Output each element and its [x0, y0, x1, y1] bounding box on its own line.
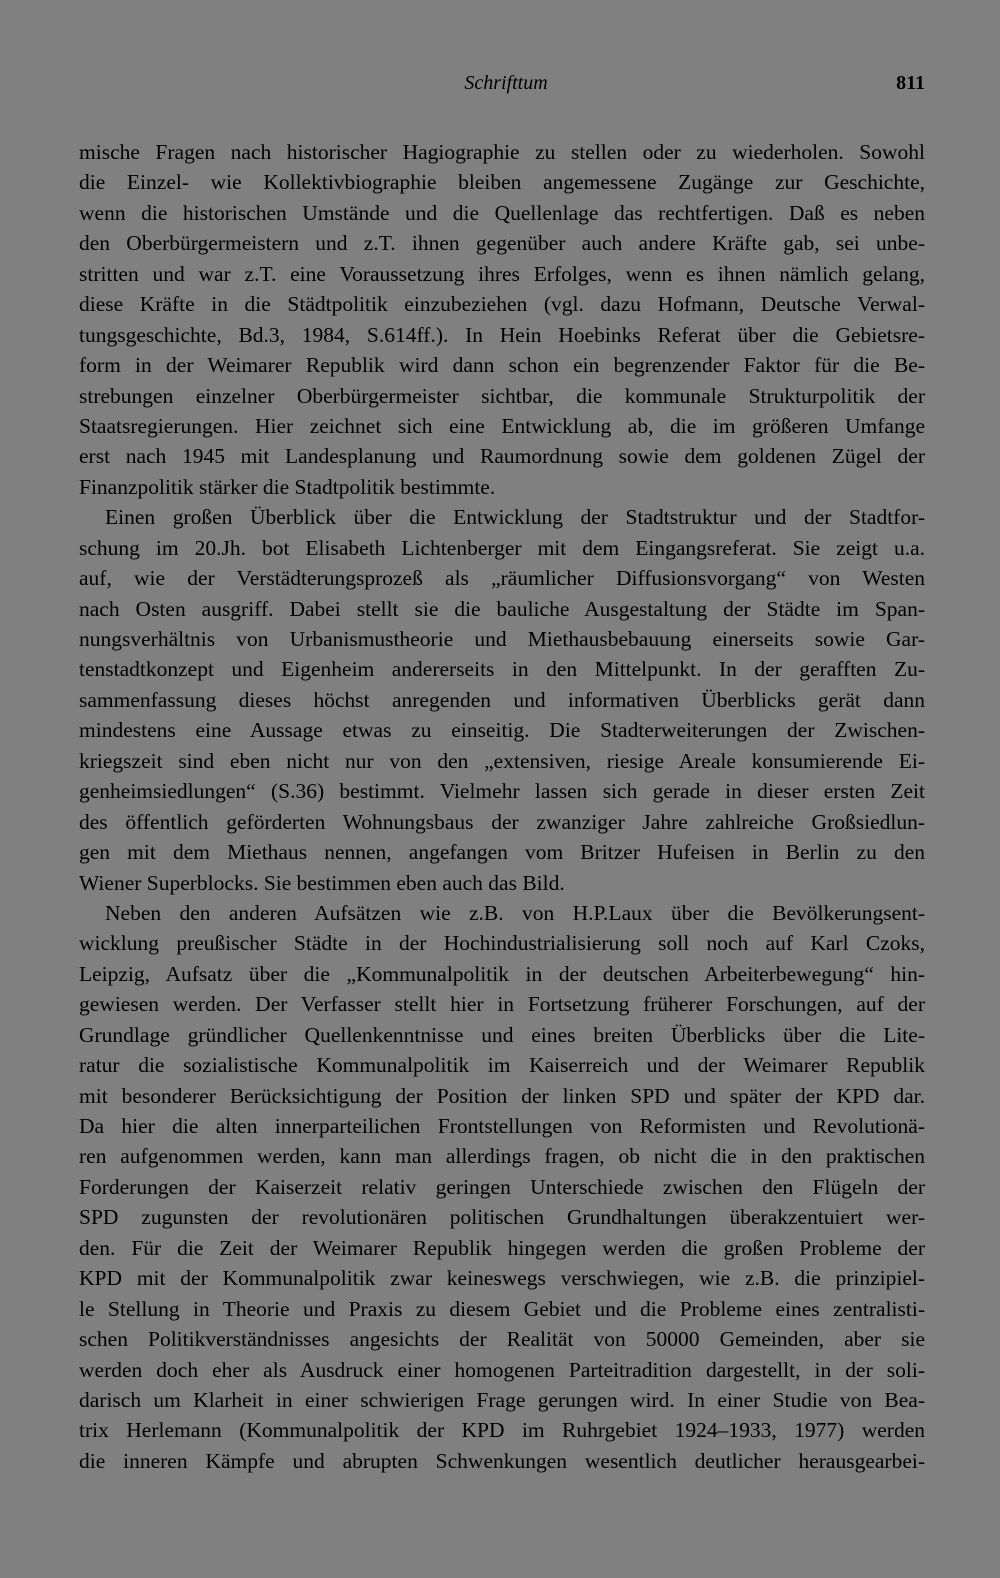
text-line: Finanzpolitik stärker die Stadtpolitik bestimmte.: [79, 474, 496, 499]
text-line: gewiesen werden. Der Verfasser stellt hier in Fortsetzung früherer Forschungen, auf der: [79, 992, 925, 1017]
text-line: den. Für die Zeit der Weimarer Republik hingegen werden die großen Probleme der: [79, 1235, 925, 1260]
text-line: ratur die sozialistische Kommunalpolitik im Kaiserreich und der Weimarer Republik: [79, 1053, 925, 1078]
text-line: SPD zugunsten der revolutionären politischen Grundhaltungen überakzentuiert wer-: [79, 1205, 925, 1230]
text-line: darisch um Klarheit in einer schwierigen Frage gerungen wird. In einer Studie von Bea-: [79, 1387, 925, 1412]
text-line: nungsverhältnis von Urbanismustheorie und Miethausbebauung einerseits sowie Gar-: [79, 627, 925, 651]
text-line: tungsgeschichte, Bd.3, 1984, S.614ff.). In Hein Hoebinks Referat über die Gebietsre-: [79, 322, 925, 347]
body-text: [79, 137, 925, 1476]
running-header: [0, 72, 1000, 102]
text-line: form in der Weimarer Republik wird dann schon ein begrenzender Faktor für die Be-: [79, 353, 925, 378]
text-line: schung im 20.Jh. bot Elisabeth Lichtenberger mit dem Eingangsreferat. Sie zeigt u.a.: [79, 535, 925, 560]
text-line: Wiener Superblocks. Sie bestimmen eben auch das Bild.: [79, 870, 565, 895]
text-line: genheimsiedlungen“ (S.36) bestimmt. Vielmehr lassen sich gerade in dieser ersten Zeit: [79, 779, 925, 804]
text-line: Forderungen der Kaiserzeit relativ geringen Unterschiede zwischen den Flügeln der: [79, 1174, 925, 1199]
text-line: Leipzig, Aufsatz über die „Kommunalpolitik in der deutschen Arbeiterbewegung“ hin-: [79, 961, 925, 986]
text-line: wenn die historischen Umstände und die Quellenlage das rechtfertigen. Daß es neben: [79, 200, 925, 225]
text-line: schen Politikverständnisses angesichts der Realität von 50000 Gemeinden, aber sie: [79, 1327, 925, 1352]
text-line: des öffentlich geförderten Wohnungsbaus der zwanziger Jahre zahlreiche Großsiedlun-: [79, 809, 925, 834]
text-line: wicklung preußischer Städte in der Hochindustrialisierung soll noch auf Karl Czoks,: [79, 931, 925, 956]
text-line: mit besonderer Berücksichtigung der Position der linken SPD und später der KPD dar.: [79, 1083, 925, 1108]
text-line: erst nach 1945 mit Landesplanung und Raumordnung sowie dem goldenen Zügel der: [79, 444, 925, 469]
text-line: nach Osten ausgriff. Dabei stellt sie die bauliche Ausgestaltung der Städte im Span-: [79, 596, 925, 621]
text-line: ren aufgenommen werden, kann man allerdings fragen, ob nicht die in den praktischen: [79, 1144, 925, 1169]
text-line: mische Fragen nach historischer Hagiographie zu stellen oder zu wiederholen. Sowohl: [79, 140, 925, 164]
text-line: stritten und war z.T. eine Voraussetzung ihres Erfolges, wenn es ihnen nämlich gelang,: [79, 261, 925, 286]
page-number: 811: [896, 72, 925, 94]
text-line: Staatsregierungen. Hier zeichnet sich eine Entwicklung ab, die im größeren Umfange: [79, 413, 925, 438]
text-line: trix Herlemann (Kommunalpolitik der KPD im Ruhrgebiet 1924–1933, 1977) werden: [79, 1418, 925, 1443]
text-line: tenstadtkonzept und Eigenheim andererseits in den Mittelpunkt. In der gerafften Zu-: [79, 657, 925, 682]
text-line: die inneren Kämpfe und abrupten Schwenkungen wesentlich deutlicher herausgearbei-: [79, 1448, 925, 1473]
text-line: strebungen einzelner Oberbürgermeister sichtbar, die kommunale Strukturpolitik der: [79, 383, 925, 408]
text-line: gen mit dem Miethaus nennen, angefangen vom Britzer Hufeisen in Berlin zu den: [79, 840, 925, 865]
text-line: auf, wie der Verstädterungsprozeß als „räumlicher Diffusionsvorgang“ von Westen: [79, 566, 925, 591]
text-line: Da hier die alten innerparteilichen Frontstellungen von Reformisten und Revolutionä-: [79, 1114, 925, 1138]
text-line: werden doch eher als Ausdruck einer homogenen Parteitradition dargestellt, in der soli-: [79, 1357, 925, 1382]
text-line: den Oberbürgermeistern und z.T. ihnen gegenüber auch andere Kräfte gab, sei unbe-: [79, 231, 925, 256]
running-title: Schrifttum: [464, 72, 548, 94]
text-line: Grundlage gründlicher Quellenkenntnisse und eines breiten Überblicks über die Lite-: [79, 1022, 925, 1047]
text-line: le Stellung in Theorie und Praxis zu diesem Gebiet und die Probleme eines zentralisti-: [79, 1296, 925, 1321]
text-line: KPD mit der Kommunalpolitik zwar keineswegs verschwiegen, wie z.B. die prinzipiel-: [79, 1266, 925, 1291]
text-line: diese Kräfte in die Städtpolitik einzubeziehen (vgl. dazu Hofmann, Deutsche Verwal-: [79, 292, 925, 317]
text-line: kriegszeit sind eben nicht nur von den „extensiven, riesige Areale konsumierende Ei-: [79, 748, 925, 773]
text-line: Neben den anderen Aufsätzen wie z.B. von H.P.Laux über die Bevölkerungsent-: [105, 900, 925, 925]
text-line: Einen großen Überblick über die Entwicklung der Stadtstruktur und der Stadtfor-: [105, 505, 925, 530]
text-line: sammenfassung dieses höchst anregenden und informativen Überblicks gerät dann: [79, 687, 925, 712]
text-line: mindestens eine Aussage etwas zu einseitig. Die Stadterweiterungen der Zwischen-: [79, 718, 925, 743]
text-line: die Einzel- wie Kollektivbiographie bleiben angemessene Zugänge zur Geschichte,: [79, 170, 925, 195]
